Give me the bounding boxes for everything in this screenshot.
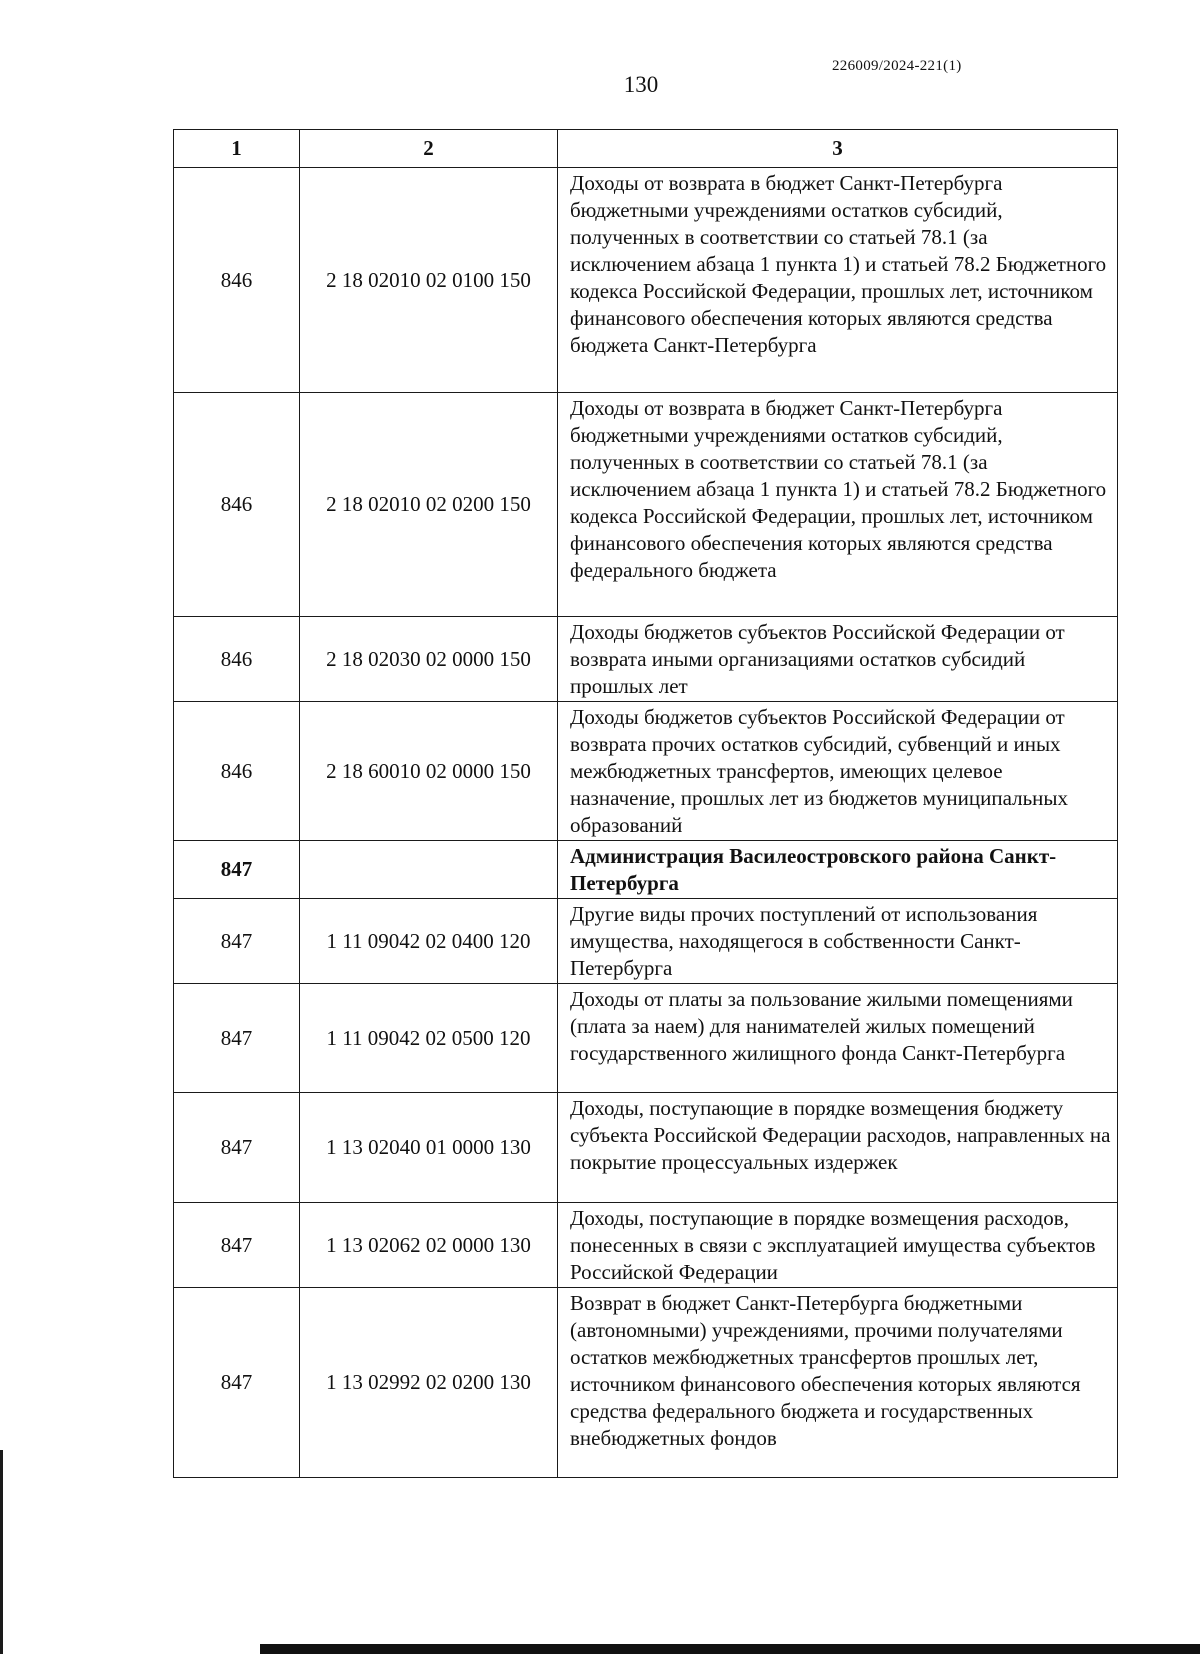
description-cell: Доходы от платы за пользование жилыми помещениями (плата за наем) для нанимателей жилых помещений государственного жилищного фонда Санкт-Петербурга	[558, 984, 1118, 1093]
description-cell: Доходы, поступающие в порядке возмещения бюджету субъекта Российской Федерации расходов, направленных на покрытие процессуальных издержек	[558, 1093, 1118, 1203]
description-cell: Другие виды прочих поступлений от использования имущества, находящегося в собственности Санкт-Петербурга	[558, 899, 1118, 984]
table-row	[174, 1203, 1118, 1288]
table-header	[174, 130, 1118, 168]
table-row	[174, 899, 1118, 984]
revenue-code-cell: 2 18 60010 02 0000 150	[300, 702, 558, 841]
scan-left-edge	[0, 1450, 3, 1654]
admin-code-cell: 847	[174, 1093, 300, 1203]
section-title-cell: Администрация Василеостровского района Санкт-Петербурга	[558, 841, 1118, 899]
revenue-code-cell: 1 11 09042 02 0400 120	[300, 899, 558, 984]
description-cell: Доходы бюджетов субъектов Российской Федерации от возврата иными организациями остатков субсидий прошлых лет	[558, 617, 1118, 702]
admin-code-cell: 847	[174, 984, 300, 1093]
revenue-code-cell: 1 13 02992 02 0200 130	[300, 1288, 558, 1478]
revenue-code-cell	[300, 841, 558, 899]
header-row	[174, 130, 1118, 168]
column-header-1: 1	[174, 130, 300, 168]
admin-code-cell: 847	[174, 841, 300, 899]
revenue-code-table	[173, 129, 1118, 1478]
description-cell: Доходы от возврата в бюджет Санкт-Петербурга бюджетными учреждениями остатков субсидий, полученных в соответствии со статьей 78.1 (за исключением абзаца 1 пункта 1) и статьей 78.2 Бюджетного кодекса Российской Федерации, прошлых лет, источником финансового обеспечения которых являются средства бюджета Санкт-Петербурга	[558, 168, 1118, 393]
admin-code-cell: 847	[174, 1203, 300, 1288]
page-number: 130	[623, 72, 659, 97]
admin-code-cell: 846	[174, 617, 300, 702]
scan-bottom-edge	[260, 1644, 1200, 1654]
admin-code-cell: 847	[174, 1288, 300, 1478]
admin-code-cell: 847	[174, 899, 300, 984]
table-row	[174, 702, 1118, 841]
description-cell: Доходы, поступающие в порядке возмещения расходов, понесенных в связи с эксплуатацией имущества субъектов Российской Федерации	[558, 1203, 1118, 1288]
description-cell: Возврат в бюджет Санкт-Петербурга бюджетными (автономными) учреждениями, прочими получателями остатков межбюджетных трансфертов прошлых лет, источником финансового обеспечения которых являются средства федерального бюджета и государственных внебюджетных фондов	[558, 1288, 1118, 1478]
revenue-code-cell: 2 18 02030 02 0000 150	[300, 617, 558, 702]
table-row	[174, 1288, 1118, 1478]
column-header-3: 3	[558, 130, 1118, 168]
admin-code-cell: 846	[174, 393, 300, 617]
table-row	[174, 393, 1118, 617]
table-row	[174, 617, 1118, 702]
revenue-code-cell: 2 18 02010 02 0100 150	[300, 168, 558, 393]
revenue-code-cell: 2 18 02010 02 0200 150	[300, 393, 558, 617]
admin-code-cell: 846	[174, 168, 300, 393]
table-row	[174, 1093, 1118, 1203]
revenue-code-cell: 1 13 02040 01 0000 130	[300, 1093, 558, 1203]
revenue-code-cell: 1 11 09042 02 0500 120	[300, 984, 558, 1093]
table-row	[174, 168, 1118, 393]
column-header-2: 2	[300, 130, 558, 168]
revenue-code-cell: 1 13 02062 02 0000 130	[300, 1203, 558, 1288]
admin-code-cell: 846	[174, 702, 300, 841]
table-body	[174, 168, 1118, 1478]
description-cell: Доходы бюджетов субъектов Российской Федерации от возврата прочих остатков субсидий, субвенций и иных межбюджетных трансфертов, имеющих целевое назначение, прошлых лет из бюджетов муниципальных образований	[558, 702, 1118, 841]
description-cell: Доходы от возврата в бюджет Санкт-Петербурга бюджетными учреждениями остатков субсидий, полученных в соответствии со статьей 78.1 (за исключением абзаца 1 пункта 1) и статьей 78.2 Бюджетного кодекса Российской Федерации, прошлых лет, источником финансового обеспечения которых являются средства федерального бюджета	[558, 393, 1118, 617]
table-row	[174, 984, 1118, 1093]
document-id: 226009/2024-221(1)	[832, 58, 962, 74]
section-row	[174, 841, 1118, 899]
